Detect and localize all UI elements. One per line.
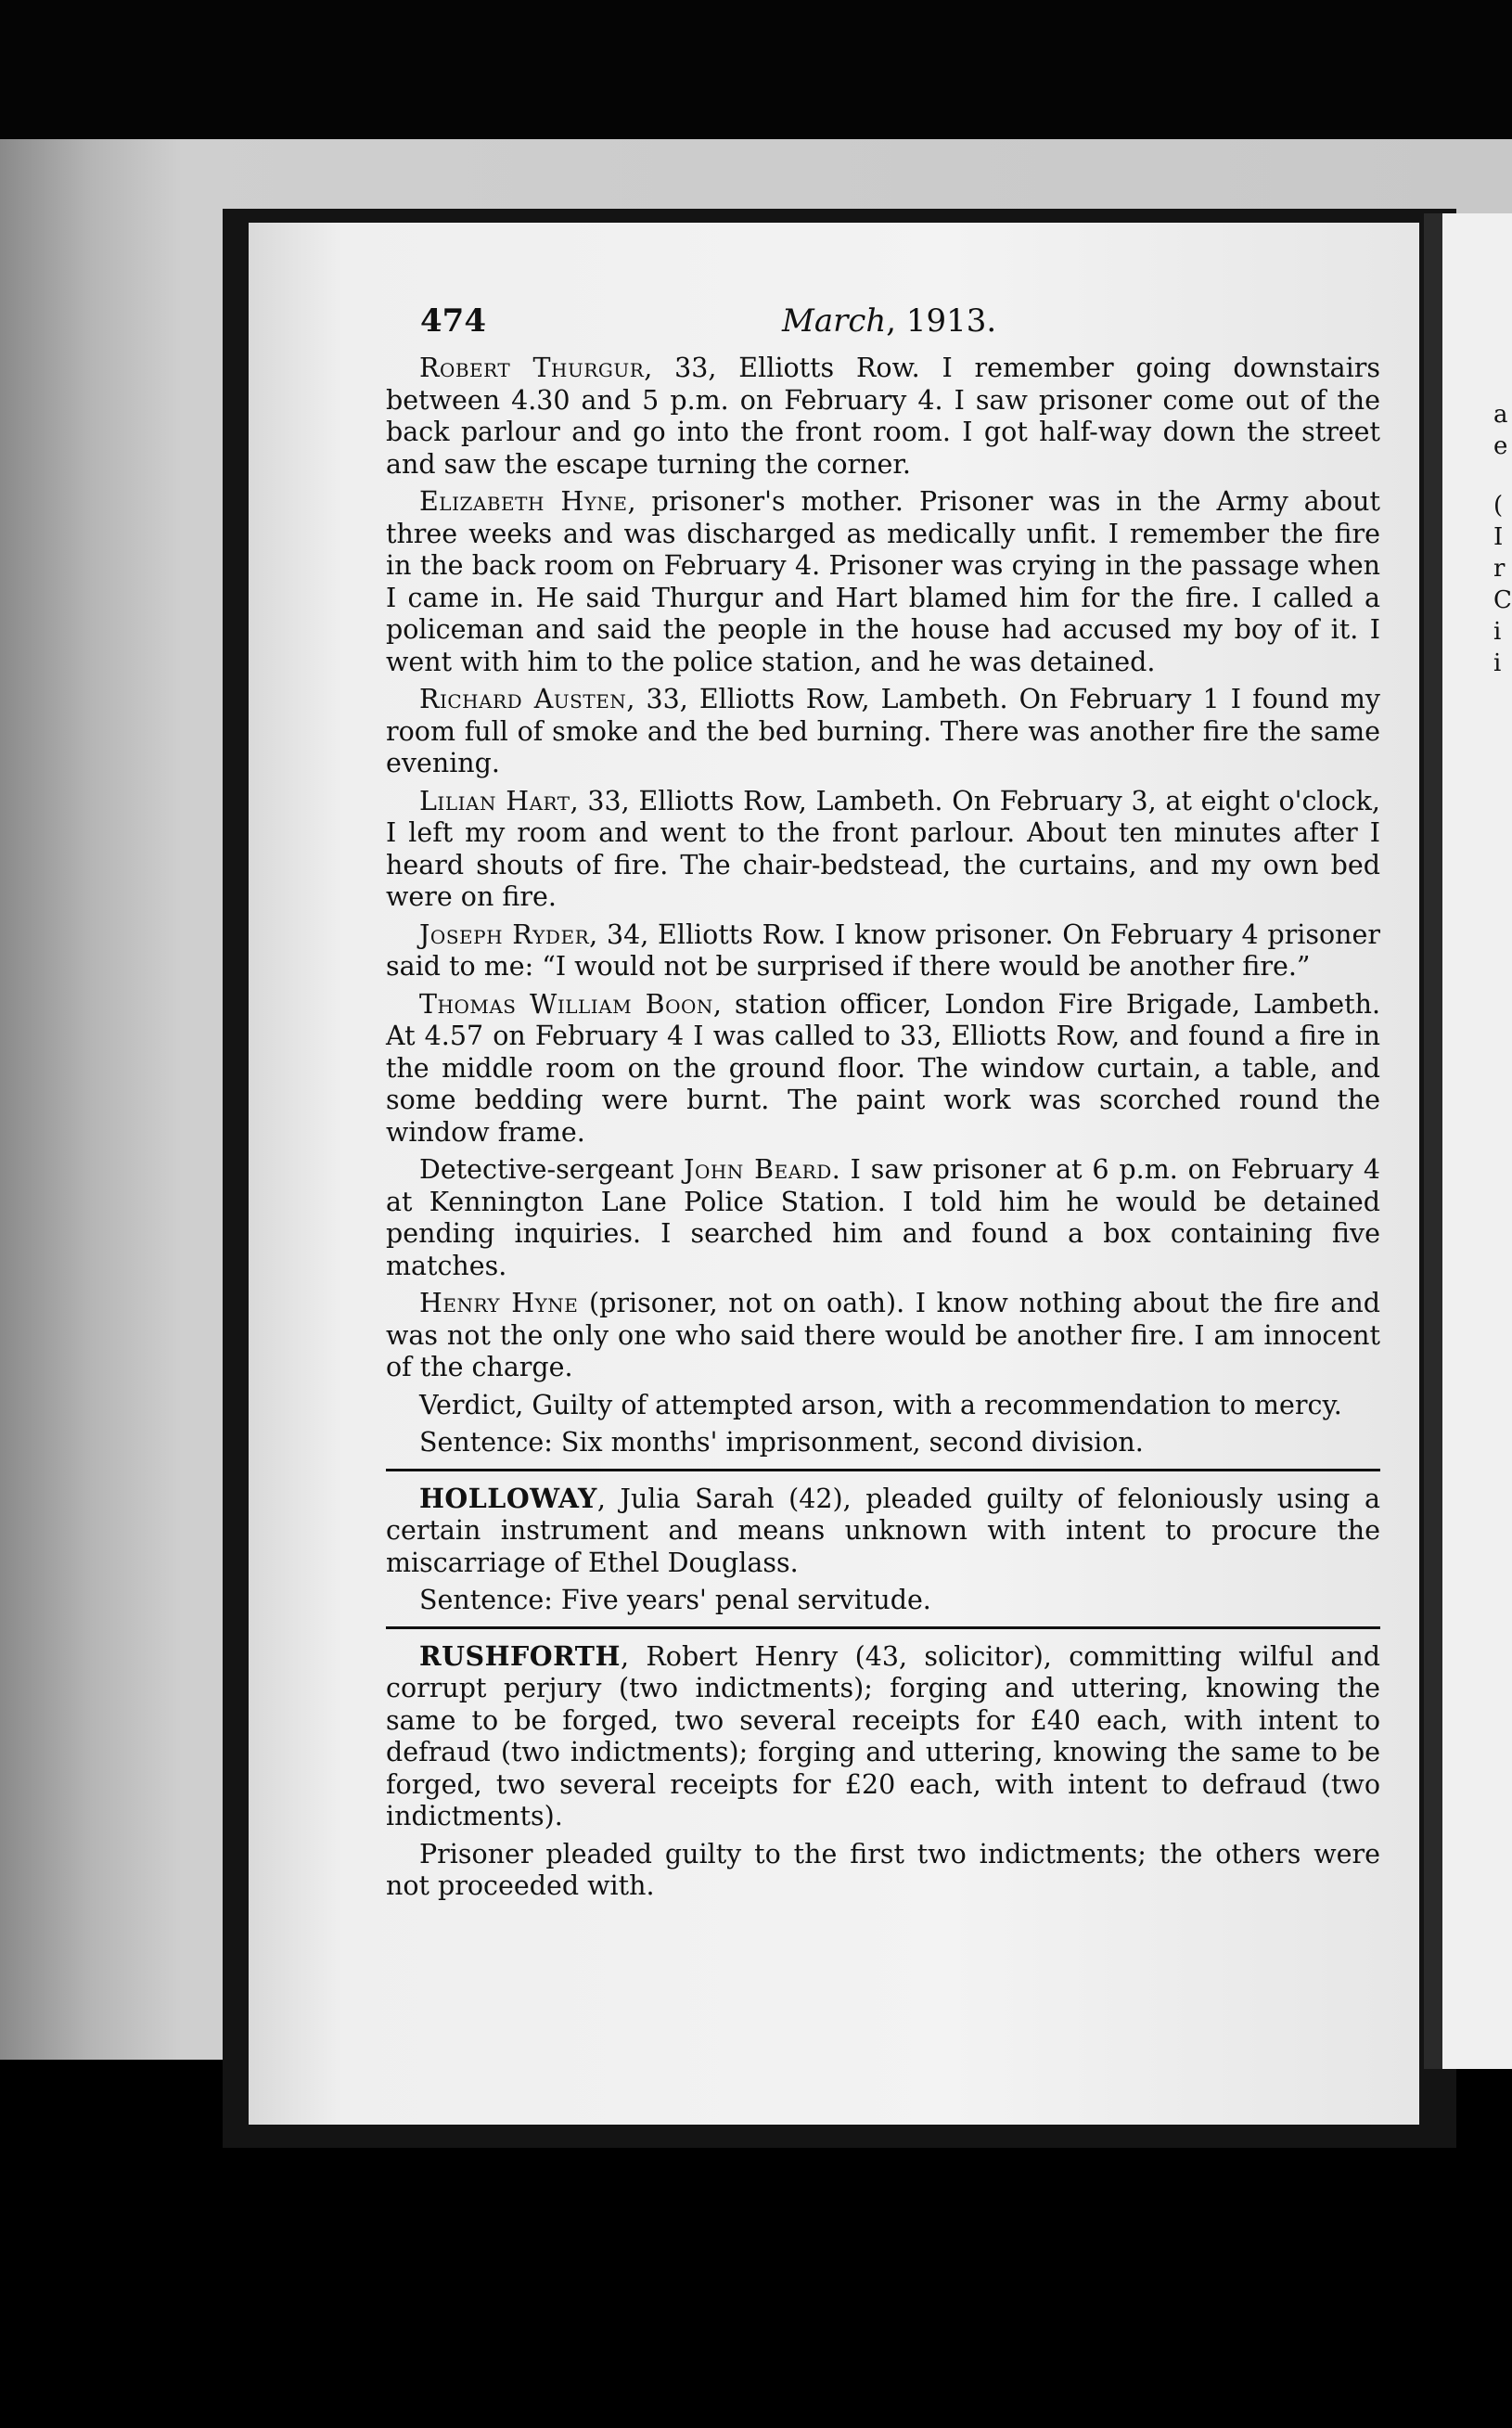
edge-letter: r: [1493, 555, 1506, 583]
sentence: Sentence: Five years' penal servitude.: [419, 1585, 931, 1615]
verdict: Verdict, Guilty of attempted arson, with a recommendation to mercy.: [419, 1389, 1342, 1420]
page-body: [386, 353, 1380, 1908]
scan-top-border: [0, 0, 1512, 153]
case-paragraph: [386, 1640, 1380, 1833]
witness-statement: , 33, Elliotts Row, Lambeth. On February 3, at eight o'clock, I left my room and went to the front parlour. About ten minutes after I heard shouts of fire. The chair-bedstead, the curtains, and my own bed were on fire.: [386, 785, 1380, 912]
facing-page-edge-text: [1493, 399, 1512, 679]
running-head-month: March: [782, 302, 887, 340]
witness-paragraph: [386, 486, 1380, 678]
case-text: , Julia Sarah (42), pleaded guilty of feloniously using a certain instrument and means unknown with intent to procure the miscarriage of Ethel Douglass.: [386, 1483, 1380, 1578]
document-page: [249, 223, 1419, 2125]
witness-statement: , 33, Elliotts Row, Lambeth. On February 1 I found my room full of smoke and the bed burning. There was another fire the same evening.: [386, 684, 1380, 778]
witness-paragraph: [386, 919, 1380, 983]
edge-letter: C: [1493, 586, 1512, 614]
edge-letter: I: [1493, 523, 1504, 551]
page-number: 474: [420, 302, 486, 340]
scan-bottom-border: [0, 2115, 1512, 2428]
witness-statement: . I saw prisoner at 6 p.m. on February 4 at Kennington Lane Police Station. I told him he would be detained pending inquiries. I searched him and found a box containing five matches.: [386, 1154, 1381, 1281]
witness-name: Lilian Hart: [419, 785, 570, 816]
witness-paragraph: [386, 989, 1380, 1150]
witness-name: Thomas William Boon: [419, 988, 713, 1020]
page-header: [249, 302, 1419, 358]
witness-rank: Detective-sergeant: [419, 1154, 685, 1185]
facing-page-gutter: [1424, 213, 1444, 2069]
witness-paragraph: [386, 1288, 1380, 1384]
defendant-name: HOLLOWAY: [419, 1482, 597, 1514]
case-divider: [386, 1626, 1380, 1629]
witness-name: Henry Hyne: [419, 1288, 579, 1318]
running-head: [782, 302, 996, 340]
case-divider: [386, 1469, 1380, 1471]
running-head-year: , 1913.: [886, 302, 997, 340]
edge-letter: a: [1493, 401, 1508, 429]
witness-paragraph: [386, 1154, 1380, 1282]
case-text: , Robert Henry (43, solicitor), committing wilful and corrupt perjury (two indictments); forging and uttering, knowing the same to be forged, two several receipts for £40 each, with intent to defraud (two indictments); forging and uttering, knowing the same to be forged, two several receipts for £20 each, with intent to defraud (two indictments).: [386, 1640, 1380, 1831]
witness-statement: (prisoner, not on oath). I know nothing about the fire and was not the only one who said there would be another fire. I am innocent of the charge.: [386, 1288, 1380, 1382]
witness-name: Elizabeth Hyne: [419, 486, 628, 517]
case-paragraph: [386, 1483, 1380, 1580]
witness-statement: , station officer, London Fire Brigade, Lambeth. At 4.57 on February 4 I was called to 33, Elliotts Row, and found a fire in the middle room on the ground floor. The window curtain, a table, and some bedding were burnt. The paint work was scorched round the window frame.: [386, 988, 1380, 1148]
edge-letter: (: [1493, 492, 1504, 520]
witness-name: Joseph Ryder: [419, 919, 590, 950]
plea: Prisoner pleaded guilty to the first two indictments; the others were not proceeded with.: [386, 1838, 1380, 1901]
witness-statement: , 33, Elliotts Row. I remember going downstairs between 4.30 and 5 p.m. on February 4. I saw prisoner come out of the back parlour and go into the front room. I got half-way down the street and saw the escape turning the corner.: [386, 353, 1381, 480]
witness-name: Robert Thurgur: [419, 353, 645, 383]
sentence: Sentence: Six months' imprisonment, second division.: [419, 1427, 1144, 1458]
defendant-name: RUSHFORTH: [419, 1639, 621, 1672]
witness-paragraph: [386, 786, 1380, 914]
witness-paragraph: [386, 353, 1380, 481]
witness-paragraph: [386, 684, 1380, 780]
edge-letter: i: [1493, 618, 1502, 646]
witness-statement: , 34, Elliotts Row. I know prisoner. On February 4 prisoner said to me: “I would not be surprised if there would be another fire.”: [386, 919, 1381, 982]
witness-statement: , prisoner's mother. Prisoner was in the Army about three weeks and was discharged as medically unfit. I remember the fire in the back room on February 4. Prisoner was crying in the passage when I came in. He said Thurgur and Hart blamed him for the fire. I called a policeman and said the people in the house had accused my boy of it. I went with him to the police station, and he was detained.: [386, 486, 1380, 677]
edge-letter: e: [1493, 432, 1508, 460]
witness-name: Richard Austen: [419, 684, 627, 714]
edge-letter: i: [1493, 649, 1502, 677]
witness-name: John Beard: [684, 1154, 832, 1185]
